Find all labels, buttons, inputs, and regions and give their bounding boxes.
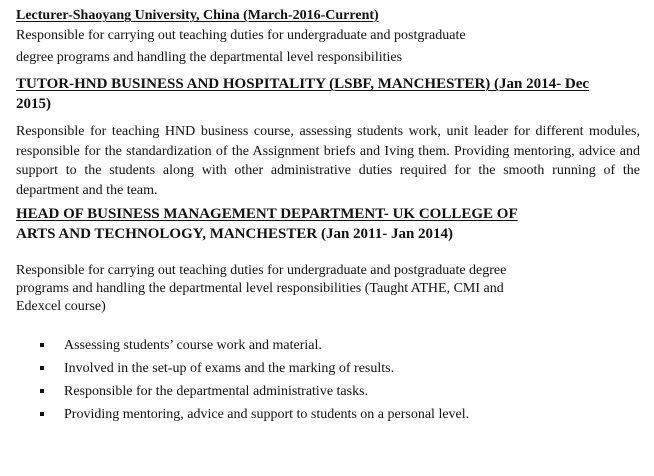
section-heading-line: HEAD OF BUSINESS MANAGEMENT DEPARTMENT- UK COLLEGE OF [16,206,518,222]
section-body: Responsible for teaching HND business course, assessing students work, unit leader for different modules, responsible for the standardization of the Assignment briefs and Iving them. Providing mentoring, advice and support to the students along with other administrative duties required for the smooth running of the department and the team. [16,124,640,198]
list-item [36,357,640,380]
section-body-line: programs and handling the departmental level responsibilities (Taught ATHE, CMI and [16,281,504,296]
list-item [36,380,640,403]
section-tutor [16,74,640,200]
list-item [36,403,640,426]
section-heading [16,74,640,114]
bullet-icon [40,412,44,416]
section-body-line: Responsible for carrying out teaching duties for undergraduate and postgraduate degree [16,263,507,278]
resume-content [16,6,640,426]
list-item-text: Responsible for the departmental administrative tasks. [64,384,369,399]
bullet-icon [40,366,44,370]
section-head-of-department [16,204,640,426]
list-item [36,334,640,357]
section-heading: Lecturer-Shaoyang University, China (March-2016-Current) [16,8,379,23]
section-body-line: Edexcel course) [16,299,106,314]
section-body [16,262,640,316]
section-heading [16,204,640,244]
list-item-text: Assessing students’ course work and material. [64,338,322,353]
section-heading-line: 2015) [16,96,51,112]
bullet-icon [40,389,44,393]
section-heading-line: ARTS AND TECHNOLOGY, MANCHESTER (Jan 2011- Jan 2014) [16,226,454,242]
duties-list [16,334,640,426]
section-body-line: Responsible for carrying out teaching duties for undergraduate and postgraduate [16,28,466,43]
bullet-icon [40,343,44,347]
section-heading-line: TUTOR-HND BUSINESS AND HOSPITALITY (LSBF, MANCHESTER) (Jan 2014- Dec [16,76,590,92]
section-body-line: degree programs and handling the departmental level responsibilities [16,50,403,65]
section-lecturer [16,6,640,69]
list-item-text: Involved in the set-up of exams and the marking of results. [64,361,395,376]
list-item-text: Providing mentoring, advice and support to students on a personal level. [64,407,470,422]
